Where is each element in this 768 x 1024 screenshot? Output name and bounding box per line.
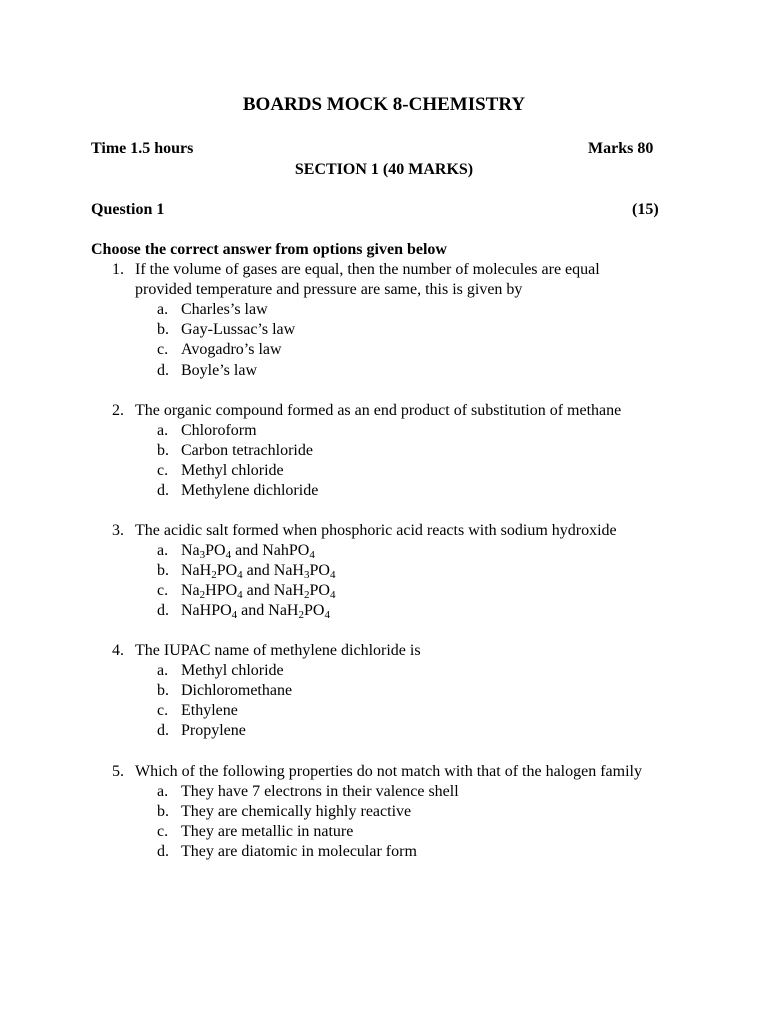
instruction-text: Choose the correct answer from options given below [91, 241, 447, 258]
option-text: Charles’s law [181, 301, 268, 319]
question-number: 3. [112, 522, 124, 539]
section-heading: SECTION 1 (40 MARKS) [294, 161, 474, 178]
option-letter: b. [157, 442, 169, 460]
option-text: $NaH_2PO_4$ and $NaH_3PO_4$ [181, 562, 336, 582]
option-text: They have 7 electrons in their valence shell [181, 783, 459, 801]
question-label: Question 1 [91, 201, 165, 218]
option-letter: a. [157, 662, 169, 680]
option-letter: d. [157, 602, 169, 620]
question-text: The organic compound formed as an end product of substitution of methane [135, 402, 622, 419]
option-text: They are diatomic in molecular form [181, 843, 417, 861]
option-text: Chloroform [181, 422, 257, 440]
option-letter: c. [157, 341, 169, 359]
option-text: Dichloromethane [181, 682, 293, 700]
time-label: Time 1.5 hours [91, 140, 194, 157]
option-letter: d. [157, 843, 169, 861]
option-letter: b. [157, 682, 169, 700]
option-letter: a. [157, 783, 169, 801]
option-text: Methyl chloride [181, 662, 284, 680]
option-letter: b. [157, 562, 169, 580]
question-number: 5. [112, 763, 124, 780]
option-text: Gay-Lussac’s law [181, 321, 296, 339]
option-text: Avogadro’s law [181, 341, 282, 359]
option-text: Methylene dichloride [181, 482, 319, 500]
option-text: They are chemically highly reactive [181, 803, 412, 821]
option-letter: d. [157, 482, 169, 500]
question-text: If the volume of gases are equal, then the number of molecules are equal [135, 261, 600, 278]
question-text: provided temperature and pressure are same, this is given by [135, 281, 523, 299]
question-text: Which of the following properties do not match with that of the halogen family [135, 763, 642, 780]
option-text: Carbon tetrachloride [181, 442, 313, 460]
option-letter: a. [157, 542, 169, 560]
option-text: NaHPO$_4$ and $NaH_2PO_4$ [181, 602, 330, 622]
option-text: Propylene [181, 722, 246, 740]
option-text: They are metallic in nature [181, 823, 354, 841]
question-number: 4. [112, 642, 124, 659]
option-text: Ethylene [181, 702, 238, 720]
option-letter: d. [157, 722, 169, 740]
question-marks: (15) [632, 201, 659, 218]
option-text: Boyle’s law [181, 361, 257, 379]
option-letter: c. [157, 702, 169, 720]
option-text: $Na_3PO_4$ and NahPO$_4$ [181, 542, 315, 562]
option-letter: a. [157, 301, 169, 319]
question-number: 2. [112, 402, 124, 419]
marks-label: Marks 80 [588, 140, 654, 157]
option-letter: d. [157, 361, 169, 379]
option-letter: c. [157, 582, 169, 600]
question-text: The acidic salt formed when phosphoric acid reacts with sodium hydroxide [135, 522, 617, 539]
option-letter: b. [157, 321, 169, 339]
option-text: Methyl chloride [181, 462, 284, 480]
option-letter: c. [157, 823, 169, 841]
option-text: $Na_2HPO_4$ and $NaH_2PO_4$ [181, 582, 336, 602]
option-letter: a. [157, 422, 169, 440]
question-number: 1. [112, 261, 124, 278]
page-title: BOARDS MOCK 8-CHEMISTRY [242, 94, 526, 115]
option-letter: c. [157, 462, 169, 480]
question-text: The IUPAC name of methylene dichloride is [135, 642, 421, 659]
option-letter: b. [157, 803, 169, 821]
